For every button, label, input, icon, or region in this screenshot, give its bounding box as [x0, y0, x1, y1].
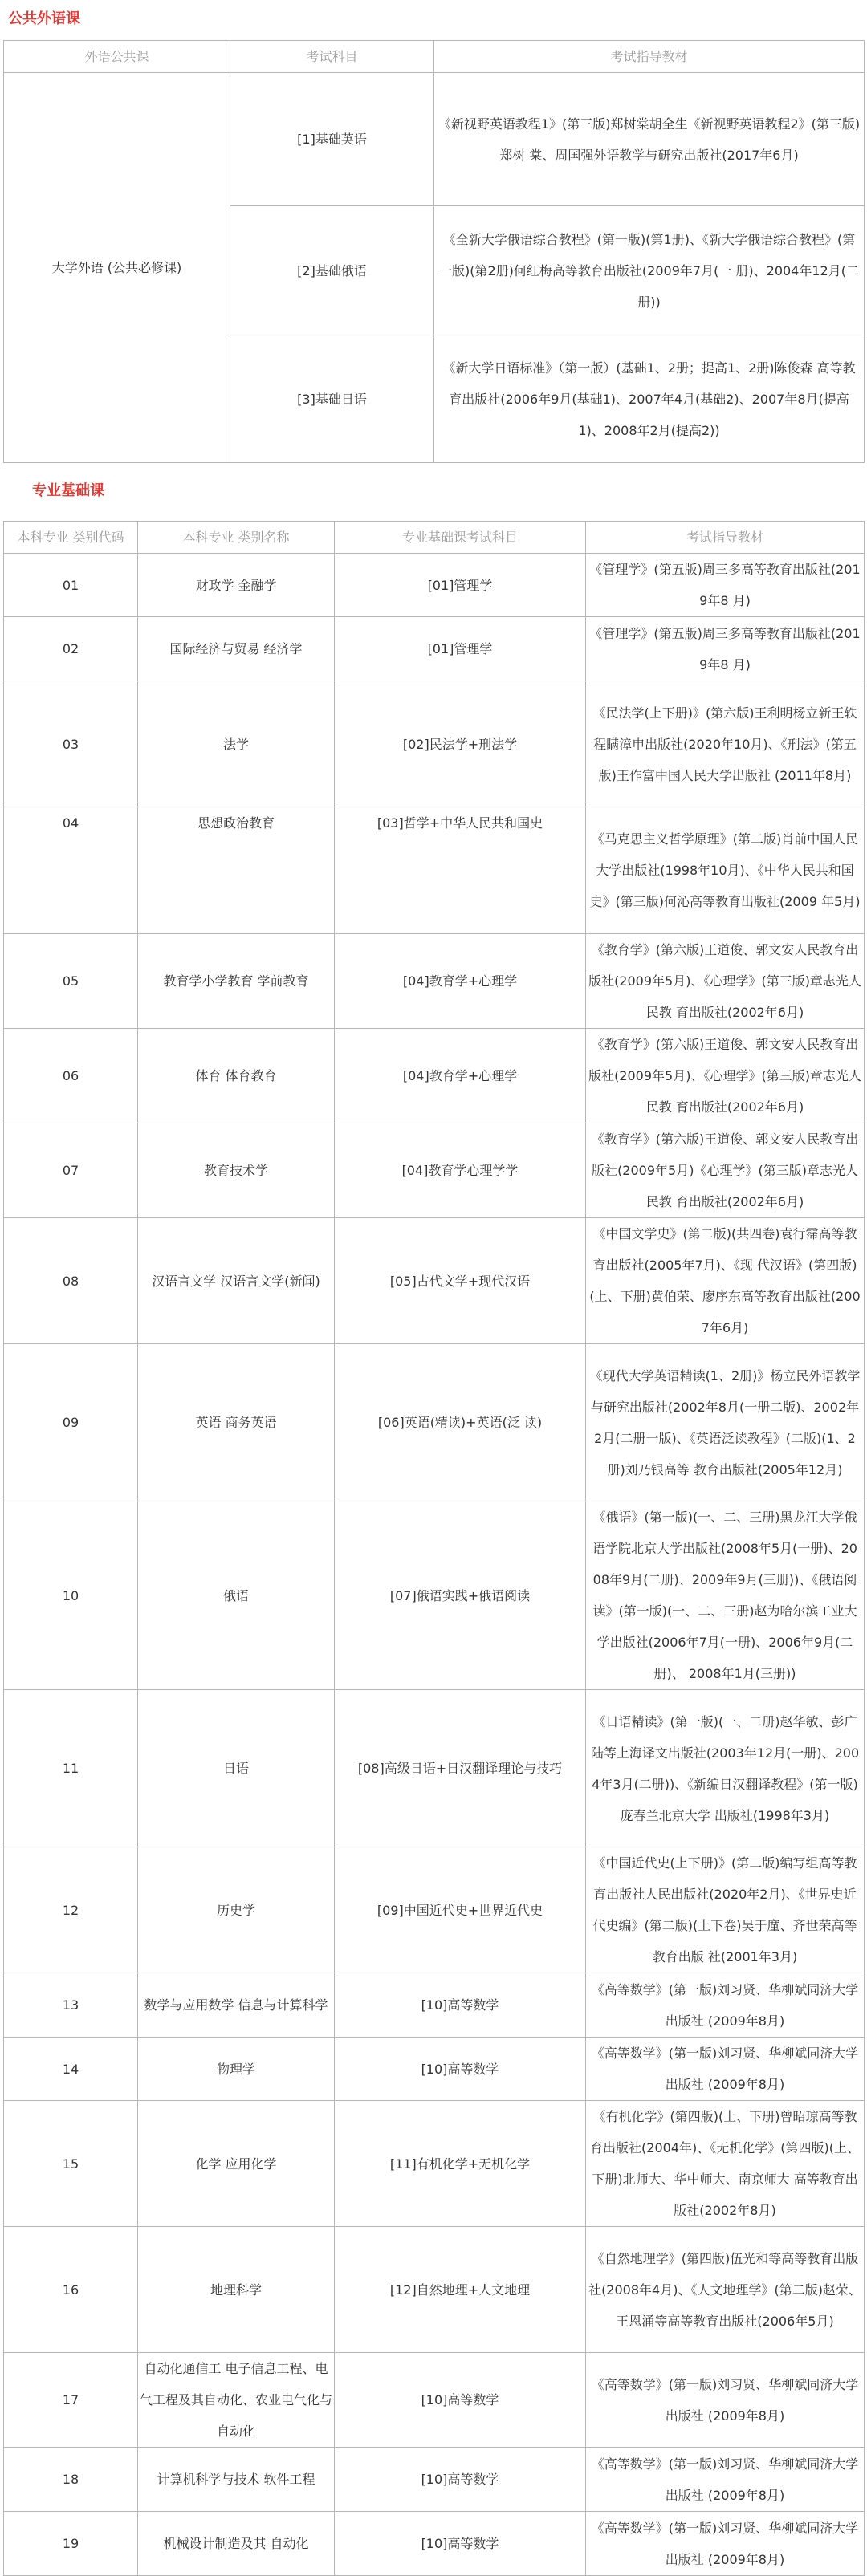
table-row: [4, 2038, 865, 2101]
book-cell: 《日语精读》(第一版)(一、二册)赵华敏、彭广陆等上海译文出版社(2003年12月(一册)、2004年3月(二册))、《新编日汉翻译教程》(第一版)庞春兰北京大学 出版社(1998年3月): [586, 1690, 865, 1847]
table-row: [4, 1123, 865, 1218]
major-name-cell: 日语: [138, 1690, 335, 1847]
table-row: [4, 1847, 865, 1973]
code-cell: 03: [4, 681, 138, 807]
group-cell: 大学外语 (公共必修课): [4, 73, 230, 463]
subject-cell: [3]基础日语: [230, 335, 434, 463]
section-title-foreign-language: [0, 0, 867, 40]
table-row: [4, 617, 865, 681]
subject-cell: [01]管理学: [335, 617, 586, 681]
subject-cell: [02]民法学+刑法学: [335, 681, 586, 807]
major-name-cell: 历史学: [138, 1847, 335, 1973]
header-guide-book: 考试指导教材: [434, 41, 865, 73]
code-cell: 10: [4, 1501, 138, 1690]
major-name-cell: 财政学 金融学: [138, 554, 335, 617]
major-name-cell: 计算机科学与技术 软件工程: [138, 2448, 335, 2512]
subject-cell: [1]基础英语: [230, 73, 434, 206]
major-name-cell: 俄语: [138, 1501, 335, 1690]
table-row: [4, 2353, 865, 2448]
book-cell: 《管理学》(第五版)周三多高等教育出版社(2019年8 月): [586, 554, 865, 617]
major-name-cell: 体育 体育教育: [138, 1029, 335, 1123]
code-cell: 04: [4, 807, 138, 934]
major-name-cell: 地理科学: [138, 2227, 335, 2353]
header-major-name: 本科专业 类别名称: [138, 522, 335, 554]
subject-cell: [12]自然地理+人文地理: [335, 2227, 586, 2353]
book-cell: 《中国文学史》(第二版)(共四卷)袁行霈高等教育出版社(2005年7月)、《现 代汉语》(第四版)(上、下册)黄伯荣、廖序东高等教育出版社(2007年6月): [586, 1218, 865, 1344]
subject-cell: [03]哲学+中华人民共和国史: [335, 807, 586, 934]
book-cell: 《高等数学》(第一版)刘习贤、华柳斌同济大学出版社 (2009年8月): [586, 2512, 865, 2576]
book-cell: 《有机化学》(第四版)(上、下册)曾昭琼高等教育出版社(2004年)、《无机化学》(第四版)(上、下册)北师大、华中师大、南京师大 高等教育出版社(2002年8月): [586, 2101, 865, 2227]
table-row: [4, 1690, 865, 1847]
major-name-cell: 教育学小学教育 学前教育: [138, 934, 335, 1029]
subject-cell: [11]有机化学+无机化学: [335, 2101, 586, 2227]
table-row: [4, 1029, 865, 1123]
header-foreign-course: 外语公共课: [4, 41, 230, 73]
code-cell: 02: [4, 617, 138, 681]
major-name-cell: 国际经济与贸易 经济学: [138, 617, 335, 681]
table-row: [4, 2101, 865, 2227]
subject-cell: [10]高等数学: [335, 2448, 586, 2512]
book-cell: 《高等数学》(第一版)刘习贤、华柳斌同济大学出版社 (2009年8月): [586, 2038, 865, 2101]
code-cell: 08: [4, 1218, 138, 1344]
subject-cell: [07]俄语实践+俄语阅读: [335, 1501, 586, 1690]
code-cell: 16: [4, 2227, 138, 2353]
major-name-cell: 物理学: [138, 2038, 335, 2101]
book-cell: 《教育学》(第六版)王道俊、郭文安人民教育出版社(2009年5月)、《心理学》(第三版)章志光人民教 育出版社(2002年6月): [586, 934, 865, 1029]
book-cell: 《管理学》(第五版)周三多高等教育出版社(2019年8 月): [586, 617, 865, 681]
subject-cell: [10]高等数学: [335, 2353, 586, 2448]
section-title-text: 公共外语课: [8, 10, 80, 27]
book-cell: 《新视野英语教程1》(第三版)郑树棠胡全生《新视野英语教程2》(第三版)郑树 棠、周国强外语教学与研究出版社(2017年6月): [434, 73, 865, 206]
major-name-cell: 数学与应用数学 信息与计算科学: [138, 1973, 335, 2038]
code-cell: 18: [4, 2448, 138, 2512]
section-title-text: 专业基础课: [32, 482, 104, 499]
table-row: [4, 1344, 865, 1501]
table-row: [4, 2512, 865, 2576]
major-basic-table: [3, 521, 865, 2576]
subject-cell: [04]教育学+心理学: [335, 1029, 586, 1123]
major-name-cell: 化学 应用化学: [138, 2101, 335, 2227]
subject-cell: [06]英语(精读)+英语(泛 读): [335, 1344, 586, 1501]
header-exam-subject: 考试科目: [230, 41, 434, 73]
subject-cell: [09]中国近代史+世界近代史: [335, 1847, 586, 1973]
code-cell: 15: [4, 2101, 138, 2227]
code-cell: 06: [4, 1029, 138, 1123]
book-cell: 《自然地理学》(第四版)伍光和等高等教育出版社(2008年4月)、《人文地理学》(第二版)赵荣、王恩涌等高等教育出版社(2006年5月): [586, 2227, 865, 2353]
code-cell: 09: [4, 1344, 138, 1501]
book-cell: 《全新大学俄语综合教程》(第一版)(第1册)、《新大学俄语综合教程》(第一版)(第2册)何红梅高等教育出版社(2009年7月(一 册)、2004年12月(二册)): [434, 206, 865, 335]
table-row: [4, 1973, 865, 2038]
book-cell: 《现代大学英语精读(1、2册)》杨立民外语教学与研究出版社(2002年8月(一册二版)、2002年2月(二册一版)、《英语泛读教程》(二版)(1、2册)刘乃银高等 教育出版社(2005年12月): [586, 1344, 865, 1501]
table-row: [4, 1218, 865, 1344]
code-cell: 05: [4, 934, 138, 1029]
major-name-cell: 思想政治教育: [138, 807, 335, 934]
code-cell: 07: [4, 1123, 138, 1218]
book-cell: 《民法学(上下册)》(第六版)王利明杨立新王轶程瞒漳申出版社(2020年10月)、《刑法》(第五版)王作富中国人民大学出版社 (2011年8月): [586, 681, 865, 807]
major-name-cell: 自动化通信工 电子信息工程、电气工程及其自动化、农业电气化与自动化: [138, 2353, 335, 2448]
major-name-cell: 机械设计制造及其 自动化: [138, 2512, 335, 2576]
table-row: [4, 554, 865, 617]
code-cell: 19: [4, 2512, 138, 2576]
table-row: [4, 73, 865, 206]
major-name-cell: 法学: [138, 681, 335, 807]
subject-cell: [01]管理学: [335, 554, 586, 617]
header-basic-subject: 专业基础课考试科目: [335, 522, 586, 554]
table-row: [4, 2227, 865, 2353]
table-row: [4, 934, 865, 1029]
book-cell: 《俄语》(第一版)(一、二、三册)黑龙江大学俄语学院北京大学出版社(2008年5月(一册)、2008年9月(二册)、2009年9月(三册))、《俄语阅读》(第一版)(一、二、三册)赵为哈尔滨工业大学出版社(2006年7月(一册)、2006年9月(二册)、 2008年1月(三册)): [586, 1501, 865, 1690]
major-name-cell: 教育技术学: [138, 1123, 335, 1218]
subject-cell: [04]教育学+心理学: [335, 934, 586, 1029]
foreign-language-table: [3, 40, 865, 463]
book-cell: 《马克思主义哲学原理》(第二版)肖前中国人民大学出版社(1998年10月)、《中华人民共和国史》(第三版)何沁高等教育出版社(2009 年5月): [586, 807, 865, 934]
book-cell: 《中国近代史(上下册)》(第二版)编写组高等教育出版社人民出版社(2020年2月)、《世界史近代史编》(第二版)(上下卷)吴于廑、齐世荣高等教育出版 社(2001年3月): [586, 1847, 865, 1973]
major-name-cell: 汉语言文学 汉语言文学(新闻): [138, 1218, 335, 1344]
subject-cell: [08]高级日语+日汉翻译理论与技巧: [335, 1690, 586, 1847]
book-cell: 《高等数学》(第一版)刘习贤、华柳斌同济大学出版社 (2009年8月): [586, 2353, 865, 2448]
code-cell: 12: [4, 1847, 138, 1973]
subject-cell: [2]基础俄语: [230, 206, 434, 335]
subject-cell: [10]高等数学: [335, 2038, 586, 2101]
major-name-cell: 英语 商务英语: [138, 1344, 335, 1501]
header-major-code: 本科专业 类别代码: [4, 522, 138, 554]
code-cell: 17: [4, 2353, 138, 2448]
book-cell: 《高等数学》(第一版)刘习贤、华柳斌同济大学出版社 (2009年8月): [586, 1973, 865, 2038]
section-title-major-basic: [0, 463, 867, 521]
code-cell: 13: [4, 1973, 138, 2038]
code-cell: 11: [4, 1690, 138, 1847]
book-cell: 《教育学》(第六版)王道俊、郭文安人民教育出版社(2009年5月)、《心理学》(第三版)章志光人民教 育出版社(2002年6月): [586, 1029, 865, 1123]
table-row: [4, 681, 865, 807]
table-row: [4, 807, 865, 934]
book-cell: 《教育学》(第六版)王道俊、郭文安人民教育出版社(2009年5月)《心理学》(第三版)章志光人民教 育出版社(2002年6月): [586, 1123, 865, 1218]
subject-cell: [04]教育学心理学学: [335, 1123, 586, 1218]
subject-cell: [10]高等数学: [335, 1973, 586, 2038]
book-cell: 《新大学日语标准》（第一版）(基础1、2册；提高1、2册)陈俊森 高等教育出版社(2006年9月(基础1)、2007年4月(基础2)、2007年8月(提高1)、2008年2月(提高2)): [434, 335, 865, 463]
book-cell: 《高等数学》(第一版)刘习贤、华柳斌同济大学出版社 (2009年8月): [586, 2448, 865, 2512]
code-cell: 01: [4, 554, 138, 617]
subject-cell: [05]古代文学+现代汉语: [335, 1218, 586, 1344]
code-cell: 14: [4, 2038, 138, 2101]
table-row: [4, 1501, 865, 1690]
header-guide-book: 考试指导教材: [586, 522, 865, 554]
subject-cell: [10]高等数学: [335, 2512, 586, 2576]
table-row: [4, 2448, 865, 2512]
